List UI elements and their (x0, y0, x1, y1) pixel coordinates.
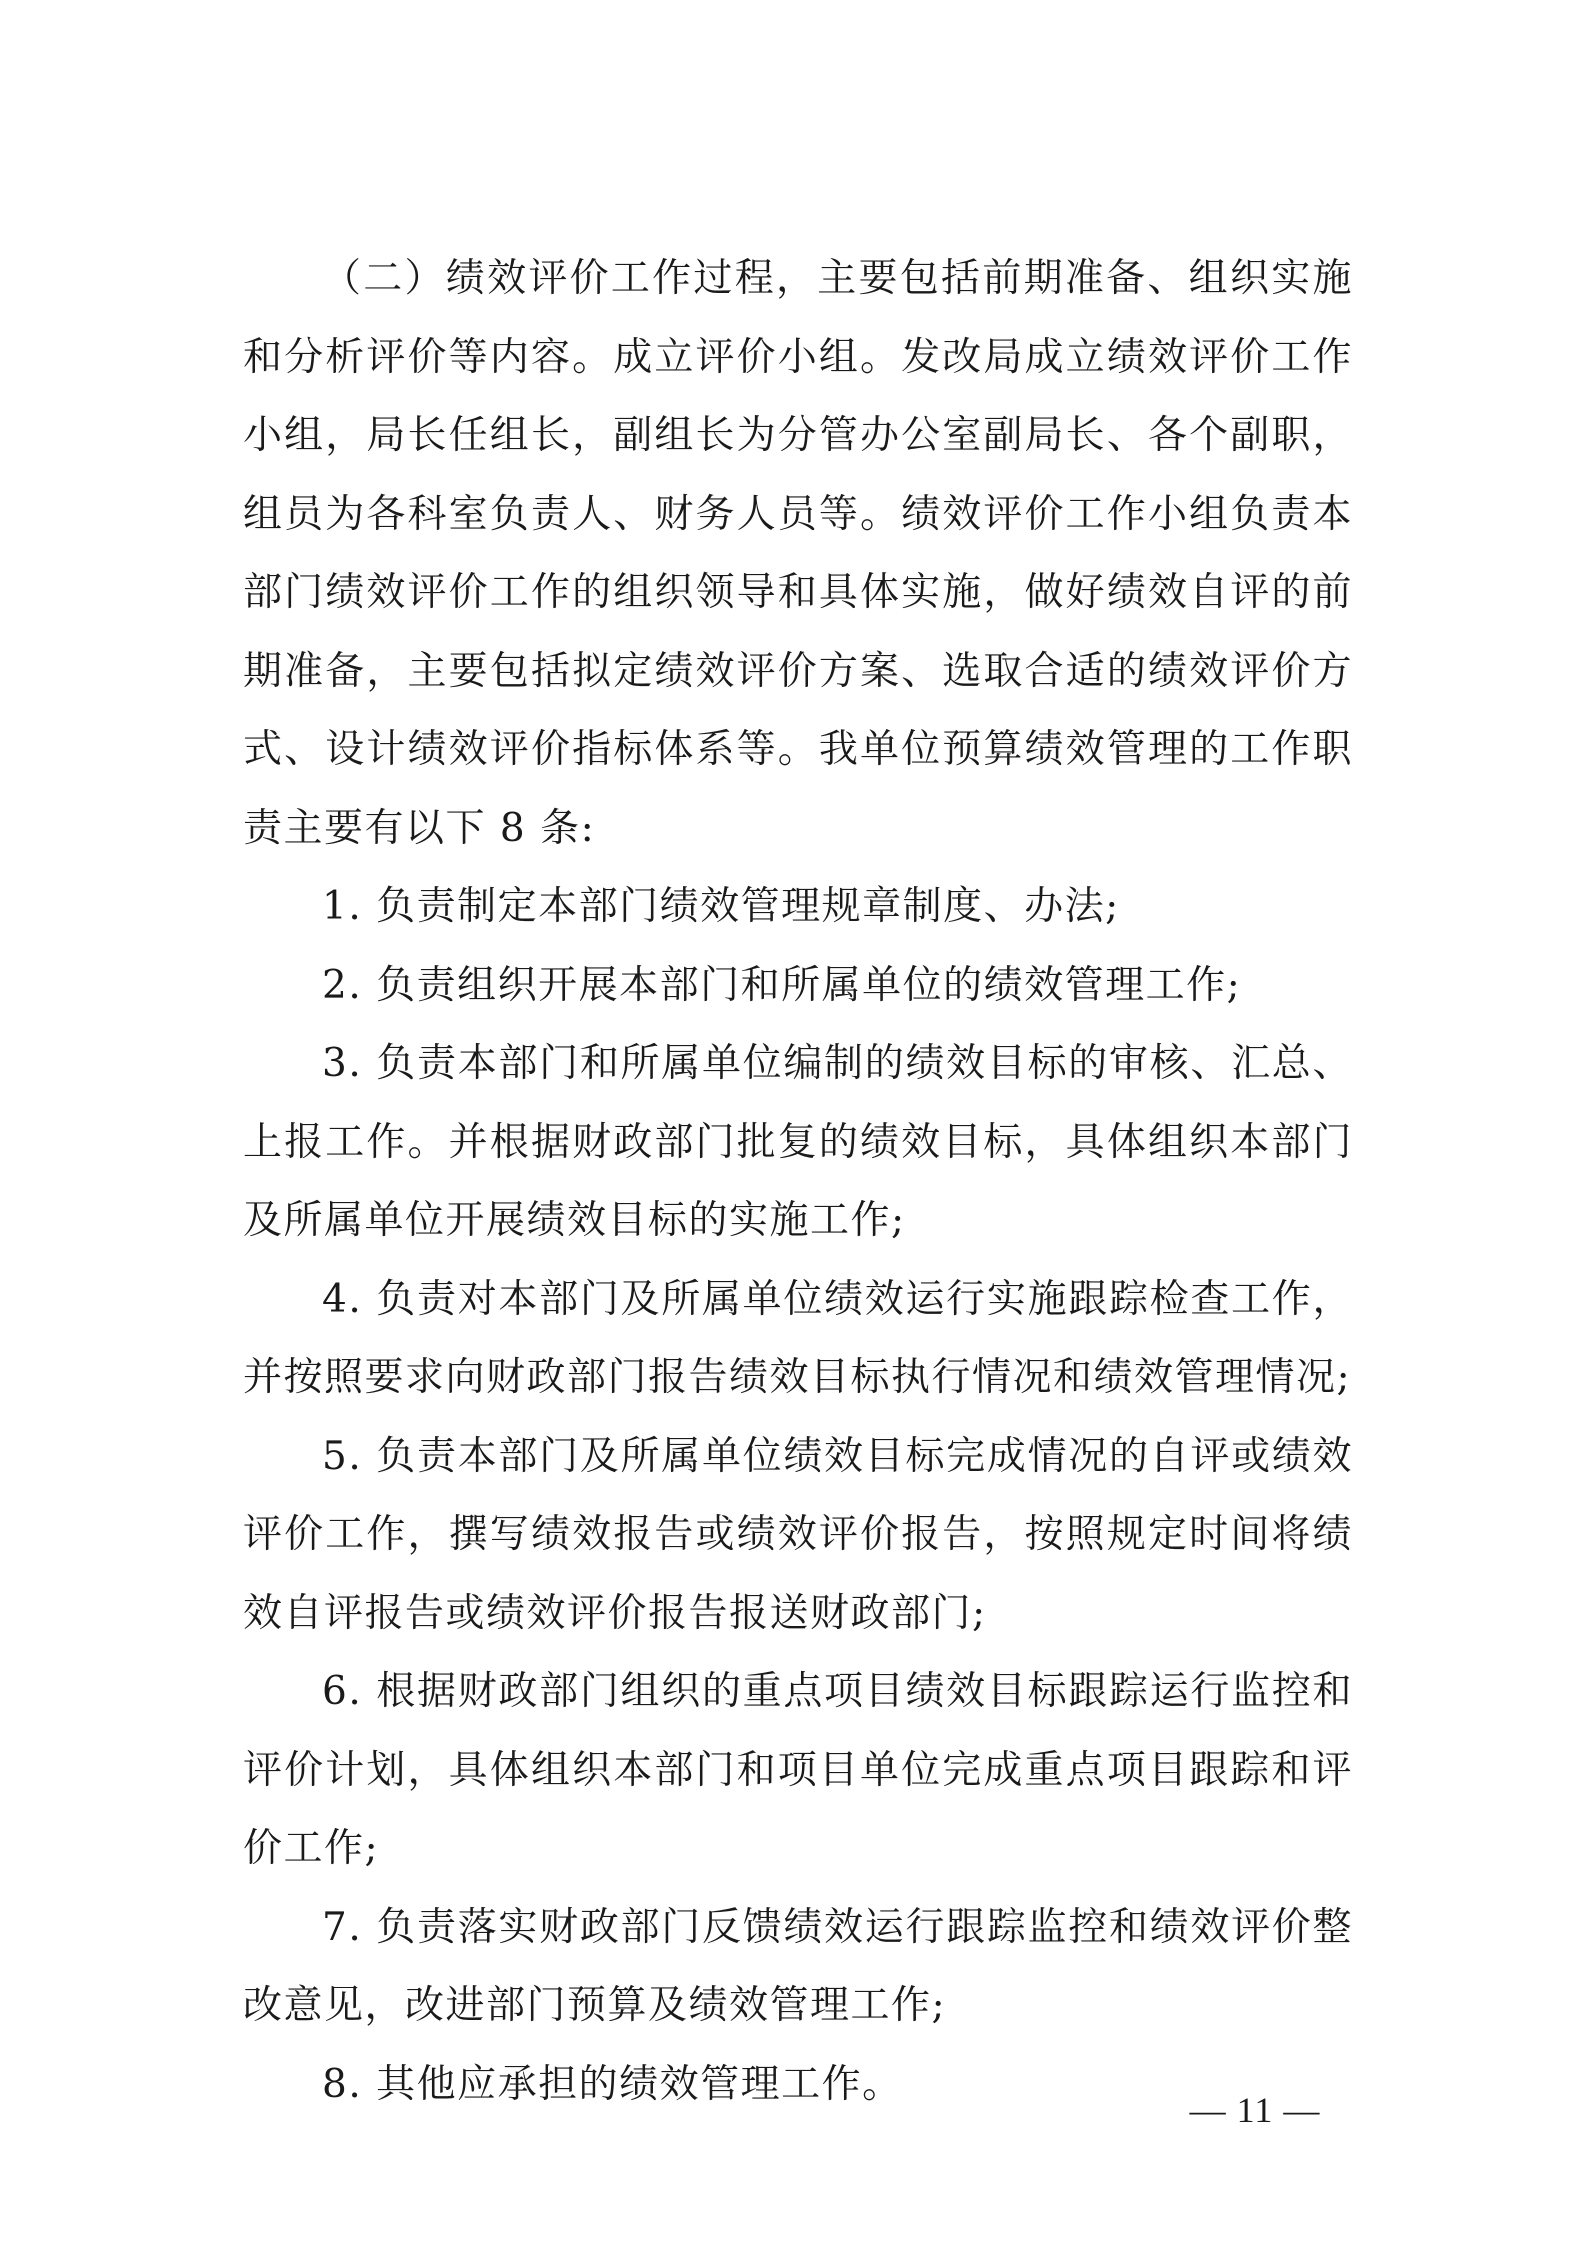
intro-paragraph: （二）绩效评价工作过程，主要包括前期准备、组织实施和分析评价等内容。成立评价小组。发改局成立绩效评价工作小组，局长任组长，副组长为分管办公室副局长、各个副职，组员为各科室负责人、财务人员等。绩效评价工作小组负责本部门绩效评价工作的组织领导和具体实施，做好绩效自评的前期准备，主要包括拟定绩效评价方案、选取合适的绩效评价方式、设计绩效评价指标体系等。我单位预算绩效管理的工作职责主要有以下 8 条: (243, 256, 1353, 851)
duty-item-6: 6. 根据财政部门组织的重点项目绩效目标跟踪运行监控和评价计划，具体组织本部门和项目单位完成重点项目跟踪和评价工作; (243, 1669, 1353, 1871)
document-body (243, 240, 1353, 2124)
duty-item-4: 4. 负责对本部门及所属单位绩效运行实施跟踪检查工作，并按照要求向财政部门报告绩效目标执行情况和绩效管理情况; (243, 1276, 1353, 1400)
page-number: — 11 — (1189, 2090, 1321, 2130)
duty-item-2: 2. 负责组织开展本部门和所属单位的绩效管理工作; (322, 962, 1242, 1008)
duty-item-3: 3. 负责本部门和所属单位编制的绩效目标的审核、汇总、上报工作。并根据财政部门批复的绩效目标，具体组织本部门及所属单位开展绩效目标的实施工作; (243, 1041, 1353, 1243)
duty-item-8: 8. 其他应承担的绩效管理工作。 (322, 2061, 903, 2107)
duty-item-1: 1. 负责制定本部门绩效管理规章制度、办法; (322, 884, 1120, 929)
duty-item-7: 7. 负责落实财政部门反馈绩效运行跟踪监控和绩效评价整改意见，改进部门预算及绩效管理工作; (243, 1904, 1353, 2028)
duty-item-5: 5. 负责本部门及所属单位绩效目标完成情况的自评或绩效评价工作，撰写绩效报告或绩效评价报告，按照规定时间将绩效自评报告或绩效评价报告报送财政部门; (243, 1433, 1353, 1636)
